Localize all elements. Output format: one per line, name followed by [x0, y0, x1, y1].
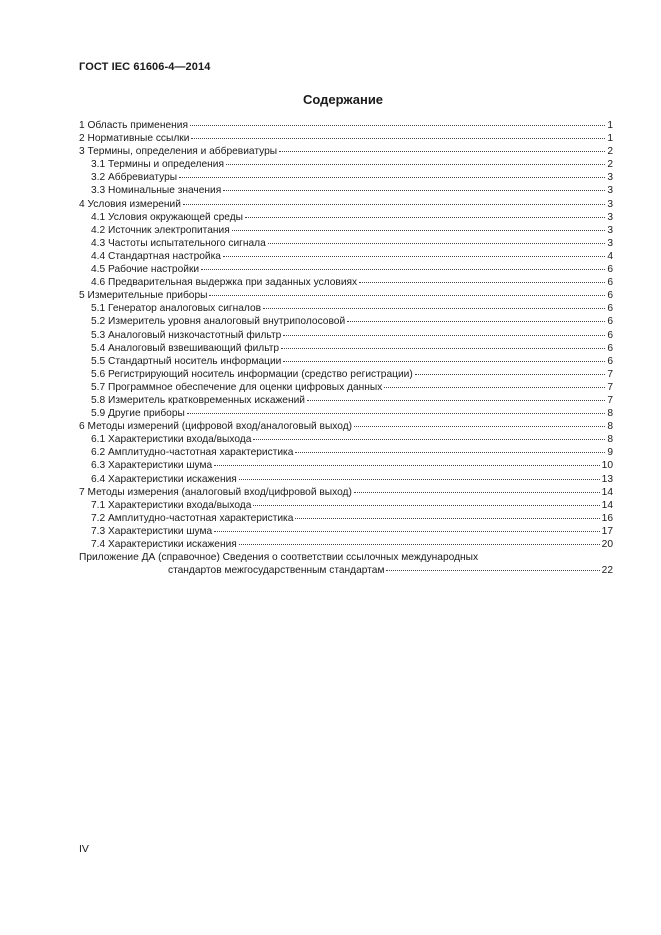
toc-entry-title: 7.2 Амплитудно-частотная характеристика	[91, 512, 294, 524]
toc-entry-title: 5.3 Аналоговый низкочастотный фильтр	[91, 329, 282, 341]
dot-leader	[190, 125, 605, 126]
toc-entry[interactable]	[79, 237, 613, 250]
dot-leader	[191, 138, 605, 139]
dot-leader	[295, 452, 605, 453]
dot-leader	[354, 426, 605, 427]
toc-entry[interactable]	[79, 473, 613, 486]
toc-entry[interactable]	[79, 538, 613, 551]
toc-entry[interactable]	[79, 368, 613, 381]
toc-entry[interactable]	[79, 329, 613, 342]
toc-entry-title: 4.5 Рабочие настройки	[91, 264, 200, 276]
dot-leader	[359, 282, 605, 283]
toc-entry-page: 14	[601, 499, 613, 511]
dot-leader	[223, 256, 605, 257]
dot-leader	[245, 217, 605, 218]
toc-entry-page: 3	[607, 198, 613, 210]
toc-entry[interactable]	[79, 132, 613, 145]
dot-leader	[307, 400, 605, 401]
toc-entry[interactable]	[79, 224, 613, 237]
toc-entry-title: 4.2 Источник электропитания	[91, 224, 230, 236]
toc-entry-page: 8	[607, 434, 613, 446]
toc-entry[interactable]	[79, 486, 613, 499]
dot-leader	[386, 570, 599, 571]
toc-entry-title: 3.3 Номинальные значения	[91, 185, 222, 197]
toc-entry-title: 7.1 Характеристики входа/выхода	[91, 499, 252, 511]
toc-entry-page: 6	[607, 355, 613, 367]
toc-entry-title: 5.9 Другие приборы	[91, 408, 185, 420]
dot-leader	[281, 348, 605, 349]
toc-entry-page: 3	[607, 172, 613, 184]
toc-entry-title: 4.4 Стандартная настройка	[91, 250, 221, 262]
dot-leader	[253, 505, 599, 506]
toc-entry-page: 14	[601, 486, 613, 498]
toc-entry-title: 7 Методы измерения (аналоговый вход/цифровой выход)	[79, 486, 352, 498]
toc-annex-title-line1[interactable]: Приложение ДА (справочное) Сведения о соответствии ссылочных международных	[79, 552, 479, 564]
toc-annex-page: 22	[601, 565, 613, 577]
toc-entry-title: 5.4 Аналоговый взвешивающий фильтр	[91, 342, 280, 354]
toc-entry-page: 9	[607, 447, 613, 459]
toc-entry-title: 6.2 Амплитудно-частотная характеристика	[91, 447, 294, 459]
toc-entry[interactable]	[79, 158, 613, 171]
toc-entry-page: 20	[601, 539, 613, 550]
dot-leader	[279, 151, 605, 152]
toc-annex-title-line2: стандартов межгосударственным стандартам	[168, 565, 385, 577]
dot-leader	[415, 374, 606, 375]
toc-entry-title: 6.3 Характеристики шума	[91, 460, 213, 472]
dot-leader	[347, 321, 605, 322]
dot-leader	[239, 544, 600, 545]
toc-entry-title: 4 Условия измерений	[79, 198, 181, 210]
toc-entry[interactable]	[79, 184, 613, 197]
toc-entry-page: 4	[607, 250, 613, 262]
dot-leader	[187, 413, 606, 414]
toc-entry-title: 5.1 Генератор аналоговых сигналов	[91, 303, 262, 315]
toc-entry-page: 3	[607, 211, 613, 223]
dot-leader	[183, 204, 605, 205]
toc-entry-page: 1	[607, 133, 613, 145]
toc-entry-page: 7	[607, 381, 613, 393]
dot-leader	[295, 518, 599, 519]
toc-entry[interactable]	[79, 446, 613, 459]
toc-entry[interactable]	[79, 119, 613, 132]
dot-leader	[201, 269, 605, 270]
toc-entry-title: 1 Область применения	[79, 120, 188, 131]
toc-entry-title: 5.7 Программное обеспечение для оценки цифровых данных	[91, 381, 383, 393]
toc-entry[interactable]	[79, 211, 613, 224]
toc-entry-page: 2	[607, 159, 613, 171]
toc-entry-page: 2	[607, 146, 613, 158]
toc-entry[interactable]	[79, 342, 613, 355]
toc-entry-title: 4.1 Условия окружающей среды	[91, 211, 243, 223]
toc-entry-title: 3.1 Термины и определения	[91, 159, 224, 171]
toc-entry-page: 16	[601, 512, 613, 524]
toc-entry-page: 10	[601, 460, 613, 472]
toc-entry-page: 6	[607, 290, 613, 302]
toc-entry[interactable]	[79, 381, 613, 394]
dot-leader	[239, 479, 600, 480]
toc-entry-page: 3	[607, 237, 613, 249]
dot-leader	[253, 439, 605, 440]
toc-entry[interactable]	[79, 525, 613, 538]
toc-entry-title: 7.4 Характеристики искажения	[91, 539, 237, 550]
toc-entry[interactable]	[79, 276, 613, 289]
toc-entry-title: 5.2 Измеритель уровня аналоговый внутриполосовой	[91, 316, 346, 328]
dot-leader	[283, 335, 605, 336]
toc-entry-page: 8	[607, 421, 613, 433]
toc-entry[interactable]	[79, 315, 613, 328]
toc-entry[interactable]	[79, 250, 613, 263]
toc-annex-entry[interactable]	[79, 564, 613, 577]
toc-entry[interactable]	[79, 263, 613, 276]
toc-entry-page: 6	[607, 342, 613, 354]
toc-entry[interactable]	[79, 302, 613, 315]
toc-entry-page: 6	[607, 329, 613, 341]
page-number: IV	[79, 843, 89, 855]
dot-leader	[354, 492, 600, 493]
toc-entry-page: 7	[607, 394, 613, 406]
toc-entry-title: 5 Измерительные приборы	[79, 290, 208, 302]
toc-entry-page: 13	[601, 473, 613, 485]
toc-entry-page: 6	[607, 264, 613, 276]
toc-entry-title: 5.6 Регистрирующий носитель информации (средство регистрации)	[91, 368, 413, 380]
dot-leader	[283, 361, 605, 362]
toc-entry[interactable]	[79, 289, 613, 302]
dot-leader	[209, 295, 605, 296]
toc-entry-page: 3	[607, 224, 613, 236]
dot-leader	[214, 531, 599, 532]
toc-entry-page: 7	[607, 368, 613, 380]
standard-designation: ГОСТ IEC 61606-4—2014	[79, 61, 211, 73]
toc-entry-title: 3 Термины, определения и аббревиатуры	[79, 146, 278, 158]
toc-entry[interactable]	[79, 420, 613, 433]
dot-leader	[384, 387, 605, 388]
toc-entry-title: 6.4 Характеристики искажения	[91, 473, 237, 485]
toc-entry-title: 4.6 Предварительная выдержка при заданных условиях	[91, 277, 358, 289]
dot-leader	[263, 308, 605, 309]
toc-entry-title: 6 Методы измерений (цифровой вход/аналоговый выход)	[79, 421, 353, 433]
toc-entry[interactable]	[79, 355, 613, 368]
toc-entry-page: 17	[601, 525, 613, 537]
dot-leader	[232, 230, 606, 231]
toc-entry-title: 7.3 Характеристики шума	[91, 525, 213, 537]
toc-entry-page: 1	[607, 120, 613, 131]
toc-entry-page: 8	[607, 408, 613, 420]
toc-entry[interactable]	[79, 512, 613, 525]
dot-leader	[179, 177, 605, 178]
toc-entry-title: 4.3 Частоты испытательного сигнала	[91, 237, 266, 249]
toc-entry-title: 6.1 Характеристики входа/выхода	[91, 434, 252, 446]
toc-entry-title: 5.5 Стандартный носитель информации	[91, 355, 282, 367]
toc-entry[interactable]	[79, 198, 613, 211]
toc-entry[interactable]	[79, 394, 613, 407]
toc-entry-page: 6	[607, 316, 613, 328]
dot-leader	[226, 164, 605, 165]
dot-leader	[268, 243, 606, 244]
toc-entry[interactable]	[79, 145, 613, 158]
toc-entry-title: 3.2 Аббревиатуры	[91, 172, 178, 184]
toc-entry[interactable]	[79, 499, 613, 512]
toc-entry[interactable]	[79, 459, 613, 472]
dot-leader	[223, 190, 605, 191]
toc-entry-page: 6	[607, 277, 613, 289]
toc-entry-page: 3	[607, 185, 613, 197]
toc-entry-page: 6	[607, 303, 613, 315]
page-title: Содержание	[302, 92, 384, 107]
table-of-contents	[79, 119, 613, 577]
toc-entry-title: 5.8 Измеритель кратковременных искажений	[91, 394, 305, 406]
toc-entry[interactable]	[79, 433, 613, 446]
toc-entry-title: 2 Нормативные ссылки	[79, 133, 190, 145]
toc-entry[interactable]	[79, 171, 613, 184]
toc-entry[interactable]	[79, 407, 613, 420]
dot-leader	[214, 465, 599, 466]
